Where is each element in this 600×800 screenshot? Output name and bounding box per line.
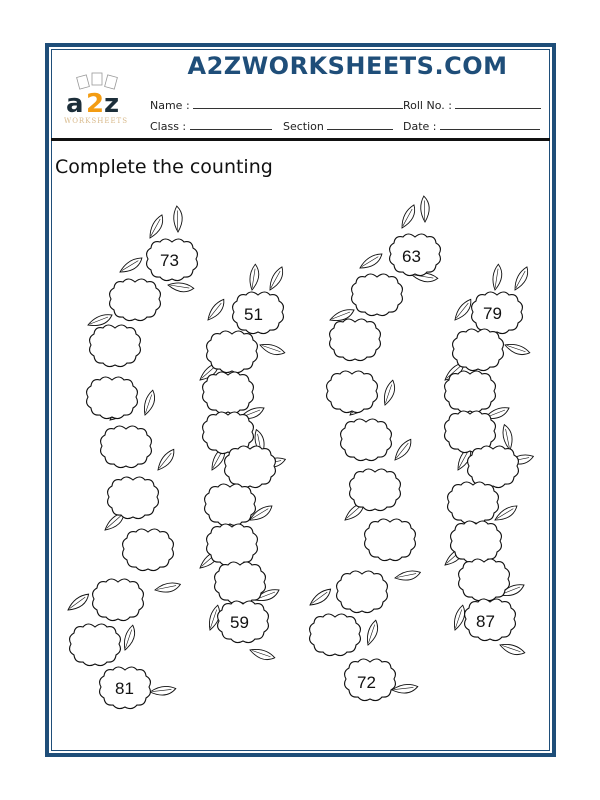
svg-text:WORKSHEETS: WORKSHEETS: [64, 117, 129, 125]
name-label: Name :: [150, 99, 190, 112]
instruction-text: Complete the counting: [55, 156, 273, 178]
svg-text:73: 73: [160, 251, 179, 270]
vine-1: [65, 206, 197, 709]
vine-2: [196, 264, 288, 666]
svg-text:z: z: [104, 89, 120, 119]
svg-text:59: 59: [230, 613, 249, 632]
svg-text:87: 87: [476, 612, 495, 631]
svg-text:72: 72: [357, 673, 376, 692]
date-label: Date :: [403, 120, 437, 133]
svg-text:a: a: [66, 89, 84, 119]
svg-text:51: 51: [244, 305, 263, 324]
vine-3: [307, 196, 440, 701]
roll-label: Roll No. :: [403, 99, 452, 112]
site-title: A2ZWORKSHEETS.COM: [187, 52, 508, 80]
section-label: Section: [283, 120, 324, 133]
svg-text:81: 81: [115, 679, 134, 698]
class-label: Class :: [150, 120, 187, 133]
svg-text:2: 2: [86, 89, 105, 119]
svg-text:63: 63: [402, 247, 421, 266]
svg-text:79: 79: [483, 304, 502, 323]
vine-4: [441, 264, 533, 661]
